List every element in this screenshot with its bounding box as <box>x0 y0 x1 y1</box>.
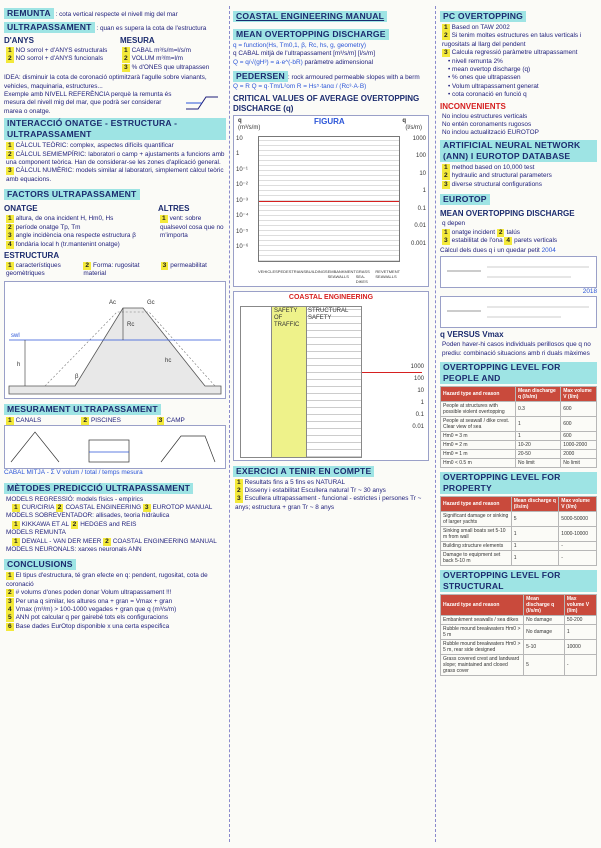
fig2-q-right: q <box>402 117 406 124</box>
fig3-tick: 1000 <box>410 363 424 370</box>
table-cell: Sinking small boats set 5-10 m from wall <box>441 526 512 541</box>
fig2-left-tick: 10⁻⁶ <box>236 244 249 251</box>
estructura-item: Forma: rugositat material <box>83 261 140 278</box>
metode-sobreventador: MODELS SOBREVENTADOR: allisades, teoria hidràulica <box>6 512 170 520</box>
mesurament-item: CANALS <box>15 416 42 424</box>
calc-item: CÀLCUL SEMIEMPÍRIC: laboratori o camp + ajustaments a funcions amb una component teòrica. Han de considerar-se les zones d'aplicació general. <box>6 150 225 167</box>
table-row <box>441 401 597 416</box>
label-h: h <box>17 361 21 368</box>
conclusion-item: Vmax (m³/m) > 100-1000 vegades + gran que q (m³/s/m) <box>15 606 177 613</box>
estructura-item: permeabilitat <box>170 261 207 269</box>
fig2-q-left: q <box>238 117 242 124</box>
table-cell: People at seawall / dike crest. Clear view of sea <box>441 416 516 431</box>
fig2-right-tick: 100 <box>415 153 426 160</box>
heading-interaccio: INTERACCIÓ ONATGE - ESTRUCTURA - ULTRAPASSAMENT <box>4 118 226 140</box>
metode-subitem: DEWALL - VAN DER MEER <box>21 537 102 545</box>
vmax-heading: q VERSUS Vmax <box>440 330 504 340</box>
ann-item: method based on 10,000 test <box>451 163 535 171</box>
exercici-item: Disseny i estabilitat Escullera natural Tr ~ 30 anys <box>244 487 386 495</box>
table-cell: Grass covered crest and landward slope; maintained and closed grass cover <box>441 654 524 675</box>
formula-1: q = function(Hs, Tm0,1, β, Rc, hs, g, geometry) <box>233 42 367 49</box>
heading-factors: FACTORS ULTRAPASSAMENT <box>4 189 140 200</box>
table-cell: 600 <box>561 431 597 440</box>
table-header-cell: Max volume V (l/m) <box>559 496 597 511</box>
metode-neuronals: MODELS NEURONALS: xarxes neuronals ANN <box>6 545 142 553</box>
fig3-tick: 1 <box>420 399 424 406</box>
table-cell: No damage <box>524 624 565 639</box>
heading-mesurament: MESURAMENT ULTRAPASSAMENT <box>4 404 161 415</box>
remunta-definition: : cota vertical respecte el nivell mig del mar <box>55 11 178 18</box>
table-header-cell: Hazard type and reason <box>441 496 512 511</box>
table-cell: 1 <box>515 416 560 431</box>
onatge-item: altura, de ona incident H, Hm0, Hs <box>15 215 114 223</box>
table-header-cell: Mean discharge q (l/s/m) <box>515 386 560 401</box>
estructura-item: característiques geomètriques <box>6 261 61 278</box>
pc-bullet: • % ones que ultrapassen <box>448 74 521 82</box>
pc-bullet: • Volum ultrapassament generat <box>448 82 539 90</box>
fig3-ticks <box>374 364 424 436</box>
table-cell: 5000-50000 <box>559 511 597 526</box>
heading-table-people: OVERTOPPING LEVEL FOR PEOPLE AND <box>440 362 597 384</box>
fig2-right-tick: 1 <box>422 188 426 195</box>
formula-3-note: paràmetre adimensional <box>304 58 374 66</box>
column-divider <box>229 6 231 842</box>
table-cell: 1000-2000 <box>561 440 597 449</box>
fig2-row-label: PEDESTRIANS <box>277 268 307 274</box>
table-cell: 1 <box>511 526 559 541</box>
metode-subitem: EUROTOP MANUAL <box>152 503 213 511</box>
table-cell: Hm0 = 1 m <box>441 449 516 458</box>
year-2004: 2004 <box>541 247 556 255</box>
fig2-q-right-unit: (l/s/m) <box>405 124 422 131</box>
coastal-engineering-table-figure <box>233 291 429 461</box>
metode-subitem: COASTAL ENGINEERING <box>65 503 142 511</box>
table-cell: No limit <box>515 458 560 467</box>
heading-cem: COASTAL ENGINEERING MANUAL <box>233 11 387 22</box>
inconvenient-item: No inclou estructures verticals <box>442 112 528 120</box>
table-header-cell: Hazard type and reason <box>441 594 524 615</box>
eurotop-mean-heading: MEAN OVERTOPPING DISCHARGE <box>440 209 575 219</box>
idea-example: Exemple amb NIVELL REFERÈNCIA perquè la remunta és mesura del nivell mig del mar, que podrà ser considerar marea o onatge. <box>4 91 172 115</box>
table-people <box>440 386 597 468</box>
pedersen-definition: : rock armoured permeable slopes with a berm <box>287 74 420 82</box>
fig2-row-label: EMBANKMENT SEAWALLS <box>327 268 356 279</box>
critical-values-heading: CRITICAL VALUES OF AVERAGE OVERTOPPING DISCHARGE (q) <box>233 93 420 113</box>
cabal-mitja: CABAL MITJÀ - Σ V volum / total / temps mesura <box>4 469 143 477</box>
table-row <box>441 624 597 639</box>
metode-subitem: CUR/CIRIA <box>21 503 54 511</box>
exercici-item: Resultats fins a 5 fins es NATURAL <box>244 478 346 486</box>
inconvenient-item: No entén coronaments rugosos <box>442 121 532 129</box>
onatge-heading: ONATGE <box>4 204 38 214</box>
table-cell: 1 <box>564 624 596 639</box>
measurement-sketch <box>4 425 226 469</box>
breakwater-cross-section-figure <box>4 281 226 399</box>
eurotop-formula-2018 <box>440 296 597 328</box>
column-middle: COASTAL ENGINEERING MANUAL MEAN OVERTOPPING DISCHARGE q = function(Hs, Tm0,1, β, Rc, hs, g, geometry) q CABAL mitjà de l'ultrapassament [m³/s/m] [l/s/m] Q = q/√(gH³) = a·e^(-bR) paràmetre adimensional PEDERSEN : rock armoured permeable slopes with a berm Q = R Q = q·Tm/L²om R = Hs⁵·tanα / (Rc³·A·B) CRITICAL VALUES OF AVERAGE OVERTOPPING DISCHARGE (q) q (m³/s/m) FIGURA q (l/s/m) 10 1 10⁻¹ 10⁻² 10⁻³ 10⁻⁴ 10⁻⁵ 10⁻⁶ 1000 100 10 1 0.1 0.01 0.001 VEHICLES PEDESTRIANS BUILDINGS EMBANKMENT SEAWALLS GRASS SEA-DIKES REVETMENT SEAWALLS COASTAL ENGINEERING SAFETY OF TRAFFIC STRUCTURAL SAFETY 1000 100 10 1 0.1 0.01 EXERCICI A TENIR EN COMPTE 1 Resultats fins a 5 fins es NATURAL 2 Disseny i estabilitat Escullera natural Tr ~ 30 anys 3 Escullera ultrapassament - funcional - estrictes i persones Tr ~ anys; estructura + gran Tr ~ 8 anys <box>233 6 429 844</box>
fig2-left-tick: 10⁻⁴ <box>236 213 249 220</box>
fig2-q-left-unit: (m³/s/m) <box>238 124 261 131</box>
ann-item: hydraulic and structural parameters <box>451 172 552 180</box>
table-header-cell: Mean discharge q (l/s/m) <box>524 594 565 615</box>
table-cell: Hm0 = 3 m <box>441 431 516 440</box>
table-cell: 5-10 <box>524 639 565 654</box>
pedersen-formula: Q = R Q = q·Tm/L²om R = Hs⁵·tanα / (Rc³·A·B) <box>233 83 367 91</box>
eurotop-formula-2004 <box>440 256 597 288</box>
ultrapassament-definition: : quan es supera la cota de l'estructura <box>96 25 207 32</box>
ann-item: diverse structural configurations <box>451 180 542 188</box>
label-swl: swl <box>11 332 20 339</box>
table-cell: No limit <box>561 458 597 467</box>
column-divider <box>435 6 437 842</box>
fig2-left-tick: 10⁻³ <box>236 197 248 204</box>
conclusion-item: # volums d'ones poden donar Volum ultrapassament !!! <box>15 589 172 597</box>
onatge-item: període onatge Tp, Tm <box>15 223 81 231</box>
fig2-row-label: REVETMENT SEAWALLS <box>375 268 400 279</box>
fig2-row-label: VEHICLES <box>258 268 278 274</box>
table-cell: 1 <box>511 550 559 565</box>
table-row <box>441 615 597 624</box>
heading-exercici: EXERCICI A TENIR EN COMPTE <box>233 466 374 477</box>
fig3-tick: 0.1 <box>415 411 424 418</box>
fig2-right-tick: 1000 <box>412 135 426 142</box>
fig3-col-head: SAFETY OF TRAFFIC <box>274 307 300 328</box>
heading-ann: ARTIFICIAL NEURAL NETWORK (ANN) I EUROTOP DATABASE <box>440 140 597 162</box>
seawall-sketch <box>184 91 220 113</box>
table-property <box>440 496 597 566</box>
inconvenients-heading: INCONVENIENTS <box>440 101 506 111</box>
table-cell: 0.3 <box>515 401 560 416</box>
eurotop-calc: Càlcul dels dues q i un quedar petit <box>440 247 540 255</box>
table-cell: Damage to equipment set back 5-10 m <box>441 550 512 565</box>
table-cell: Rubble mound breakwaters Hm0 > 5 m, rear side designed <box>441 639 524 654</box>
mesura-item: CABAL m³/s/m=l/s/m <box>131 47 191 54</box>
pc-item: Calcula regressió paràmetre ultrapassament <box>451 49 578 57</box>
formula-3: Q = q/√(gH³) = a·e^(-bR) <box>233 58 303 66</box>
table-cell: - <box>559 550 597 565</box>
label-rc: Rc <box>127 321 135 328</box>
pc-bullet: • cota coronació en funció q <box>448 91 527 99</box>
mesura-item: % d'ONES que ultrapassen <box>131 63 210 71</box>
heading-ultrapassament: ULTRAPASSAMENT <box>4 22 95 33</box>
pc-bullet: • nivell remunta 2% <box>448 57 503 65</box>
table-cell: 1000-10000 <box>559 526 597 541</box>
estructura-heading: ESTRUCTURA <box>4 250 60 260</box>
table-cell: Embankment seawalls / sea dikes <box>441 615 524 624</box>
danys-item: NO sorrol + d'ANYS estructurals <box>15 47 108 54</box>
altres-heading: ALTRES <box>158 204 190 214</box>
table-cell: 600 <box>561 401 597 416</box>
fig3-tick: 0.01 <box>412 423 424 430</box>
onatge-item: fondària local h (tr.mantenint onatge) <box>15 240 120 248</box>
metode-subitem: HEDGES and REIS <box>80 520 137 528</box>
label-gc: Gc <box>147 299 155 306</box>
heading-pedersen: PEDERSEN <box>233 71 288 82</box>
mesura-heading: MESURA <box>120 36 155 45</box>
table-row <box>441 431 597 440</box>
pc-item: Si tenim moltes estructures en talus verticals i rugositats al llarg del pendent <box>442 32 582 48</box>
heading-metodes: MÈTODES PREDICCIÓ ULTRAPASSAMENT <box>4 483 193 494</box>
table-row <box>441 654 597 675</box>
label-ac: Ac <box>109 299 117 306</box>
mesurament-item: PISCINES <box>91 416 121 424</box>
fig3-title: COASTAL ENGINEERING <box>288 293 374 301</box>
fig2-plot-area <box>258 136 400 262</box>
conclusion-item: Base dades EurOtop disponible x una certa especifica <box>15 622 170 630</box>
fig2-left-tick: 10 <box>236 135 243 142</box>
table-cell: Rubble mound breakwaters Hm0 > 5 m <box>441 624 524 639</box>
table-row <box>441 550 597 565</box>
eurotop-item: talús <box>506 228 520 236</box>
fig3-tick: 100 <box>413 375 424 382</box>
column-left: REMUNTA : cota vertical respecte el nivell mig del mar ULTRAPASSAMENT : quan es supera la cota de l'estructura D'ANYS 1 NO sorrol + d'ANYS estructurals 2 NO sorrol + d'ANYS funcionals MESURA 1 CABAL m³/s/m=l/s/m 2 VOLUM m³/m=l/m 3 % d'ONES que ultrapassen IDEA: disminuir la cota de coronació optimitzarà l'agulle sobre vianants, vehicles, maquinaria, estructures... Exemple amb NIVELL REFERÈNCIA perquè la remunta és mesura del nivell mig del mar, que podrà ser considerar marea o onatge. INTERACCIÓ ONATGE - ESTRUCTURA - ULTRAPASSAMENT 1 CÀLCUL TEÒRIC: complex, aspectes difícils quantificar 2 CÀLCUL SEMIEMPÍRIC: laboratori o camp + ajustaments a funcions amb una component teòrica. Han de considerar-se les zones d'aplicació general. 3 CÀLCUL NUMÈRIC: models similar al laboratori, simplement càlcul teòric amb equacions. FACTORS ULTRAPASSAMENT ONATGE 1 altura, de ona incident H, Hm0, Hs 2 període onatge Tp, Tm 3 angle incidència ona respecte estructura β 4 fondària local h (tr.mantenint onatge) ALTRES 1 vent: sobre qualsevol cosa que no m'importa ESTRUCTURA 1 característiques geomètriques 2 Forma: rugositat material 3 permeabilitat Rc Ac Gc hc h β swl MESURAMENT ULTRAPASSAMENT 1 CANALS 2 PISCINES 3 CAMP CABAL MITJÀ - Σ V volum / total / temps mesura MÈTODES PREDICCIÓ ULTRAPASSAMENT MODELS REGRESSIÓ: models físics - empírics 1 CUR/CIRIA 2 COASTAL ENGINEERING 3 EUROTOP MANUAL MODELS SOBREVENTADOR: allisades, teoria hidràulica 1 KIKKAWA ET AL 2 HEDGES and REIS MODELS REMUNTA 1 DEWALL - VAN DER MEER 2 COASTAL ENGINEERING MANUAL MODELS NEURONALS: xarxes neuronals ANN CONCLUSIONS 1 El tipus d'estructura, té gran efecte en q: pendent, rugositat, cota de coronació 2 # volums d'ones poden donar Volum ultrapassament !!! 3 Per una q similar, les altures ona + gran = Vmax + gran 4 Vmax (m³/m) > 100-1000 vegades + gran que q (m³/s/m) 5 ANN pot calcular q per gairebé tots els configuracions 6 Base dades EurOtop disponible x una certa especifica <box>4 8 225 630</box>
table-cell: Significant damage or sinking of larger yachts <box>441 511 512 526</box>
formula-2: q CABAL mitjà de l'ultrapassament [m³/s/m] [l/s/m] <box>233 50 375 58</box>
inconvenient-item: No inclou actualització EUROTOP <box>442 129 539 137</box>
table-cell: 600 <box>561 416 597 431</box>
heading-eurotop: EUROTOP <box>440 194 490 205</box>
table-cell: Hm0 = 2 m <box>441 440 516 449</box>
table-row <box>441 440 597 449</box>
table-cell: People at structures with possible violent overtopping <box>441 401 516 416</box>
table-cell: 1 <box>511 541 559 550</box>
fig2-row-label: BUILDINGS <box>306 268 328 274</box>
fig2-row-label: GRASS SEA-DIKES <box>355 268 370 284</box>
heading-mean-overtopping: MEAN OVERTOPPING DISCHARGE <box>233 29 389 40</box>
label-hc: hc <box>165 357 172 364</box>
fig2-right-tick: 0.01 <box>414 223 426 230</box>
table-cell: No damage <box>524 615 565 624</box>
table-header-cell: Hazard type and reason <box>441 386 516 401</box>
metode-subitem: KIKKAWA ET AL <box>21 520 69 528</box>
table-cell: Building structure elements <box>441 541 512 550</box>
table-row <box>441 541 597 550</box>
table-cell: Hm0 < 0.5 m <box>441 458 516 467</box>
table-cell: 50-200 <box>564 615 596 624</box>
fig2-left-tick: 1 <box>236 151 240 158</box>
heading-table-property: OVERTOPPING LEVEL FOR PROPERTY <box>440 472 597 494</box>
table-row <box>441 458 597 467</box>
table-cell: 2000 <box>561 449 597 458</box>
table-cell: 10000 <box>564 639 596 654</box>
table-header-cell: Max volume V (l/m) <box>564 594 596 615</box>
fig2-left-axis <box>236 136 256 260</box>
critical-values-figure <box>233 115 429 287</box>
breakwater-diagram <box>5 282 225 396</box>
pc-item: Based on TAW 2002 <box>451 24 510 31</box>
mesura-item: VOLUM m³/m=l/m <box>131 55 183 63</box>
pc-bullet-list <box>446 58 597 100</box>
eurotop-item: onatge incident <box>451 228 496 236</box>
table-header-cell: Max volume V (l/m) <box>561 386 597 401</box>
fig3-col-head: STRUCTURAL SAFETY <box>308 307 349 321</box>
fig2-right-tick: 0.001 <box>410 240 426 247</box>
table-cell: - <box>559 541 597 550</box>
fig2-left-tick: 10⁻² <box>236 182 248 189</box>
heading-pc-overtopping: PC OVERTOPPING <box>440 11 526 22</box>
eurotop-q: q depen <box>442 220 466 228</box>
heading-table-structural: OVERTOPPING LEVEL FOR STRUCTURAL <box>440 570 597 592</box>
table-row <box>441 416 597 431</box>
column-right: PC OVERTOPPING 1 Based on TAW 2002 2 Si tenim moltes estructures en talus verticals i rugositats al llarg del pendent 3 Calcula regressió paràmetre ultrapassament • nivell remunta 2% • mean overtop discharge (q) • % ones que ultrapassen • Volum ultrapassament generat • cota coronació en funció q INCONVENIENTS No inclou estructures verticals No entén coronaments rugosos No inclou actualització EUROTOP ARTIFICIAL NEURAL NETWORK (ANN) I EUROTOP DATABASE 1 method based on 10,000 test 2 hydraulic and structural parameters 3 diverse structural configurations EUROTOP MEAN OVERTOPPING DISCHARGE q depen 1 onatge incident 2 talús 3 estabilitat de l'ona 4 parets verticals Càlcul dels dues q i un quedar petit 2004 2018 q VERSUS Vmax Poden haver-hi casos individuals perillosos que q no prediu: combinació situacions amb ri duals màximes OVERTOPPING LEVEL FOR PEOPLE AND Hazard type and reason Mean discharge q (l/s/m) Max volume V (l/m) People at structures with possible violent overtopping 0.3 600 People at seawall / dike crest. Clear view of sea 1 600 Hm0 = 3 m 1 600 Hm0 = 2 m 10-20 1000-2000 Hm0 = 1 m 20-50 2000 Hm0 < 0.5 m No limit No limit OVERTOPPING LEVEL FOR PROPERTY Hazard type and reason Mean discharge q (l/s/m) Max volume V (l/m) Significant damage or sinking of larger yachts 5 5000-50000 Sinking small boats set 5-10 m from wall 1 1000-10000 Building structure elements 1 - Damage to equipment set back 5-10 m 1 - OVERTOPPING LEVEL FOR STRUCTURAL Hazard type and reason Mean discharge q (l/s/m) Max volume V (l/m) Embankment seawalls / sea dikes No damage 50-200 Rubble mound breakwaters Hm0 > 5 m No damage 1 Rubble mound breakwaters Hm0 > 5 m, rear side designed 5-10 10000 Grass covered crest and landward slope; maintained and closed grass cover 5 - <box>440 11 597 674</box>
table-cell: 1 <box>515 431 560 440</box>
fig3-tick: 10 <box>417 387 424 394</box>
conclusion-item: El tipus d'estructura, té gran efecte en q: pendent, rugositat, cota de coronació <box>6 572 208 588</box>
table-cell: 5 <box>511 511 559 526</box>
table-row <box>441 511 597 526</box>
fig2-title: FIGURA <box>314 116 345 126</box>
fig2-row-labels <box>258 269 400 284</box>
table-row <box>441 449 597 458</box>
table-cell: 10-20 <box>515 440 560 449</box>
heading-remunta: REMUNTA <box>4 8 54 19</box>
altres-item: vent: sobre qualsevol cosa que no m'importa <box>160 215 224 240</box>
fig2-critical-line <box>259 201 399 202</box>
fig2-right-tick: 0.1 <box>417 205 426 212</box>
danys-item: NO sorrol + d'ANYS funcionals <box>15 55 104 63</box>
table-cell: - <box>564 654 596 675</box>
metode-regressio: MODELS REGRESSIÓ: models físics - empírics <box>6 495 144 503</box>
label-beta: β <box>75 373 79 380</box>
table-header-cell: Mean discharge q (l/s/m) <box>511 496 559 511</box>
eurotop-item: parets verticals <box>514 236 558 244</box>
mesurament-item: CAMP <box>166 416 185 424</box>
onatge-item: angle incidència ona respecte estructura β <box>15 232 136 240</box>
conclusion-item: ANN pot calcular q per gairebé tots els configuracions <box>15 614 169 622</box>
metode-subitem: COASTAL ENGINEERING MANUAL <box>112 537 217 545</box>
fig2-left-tick: 10⁻¹ <box>236 166 248 173</box>
conclusion-item: Per una q similar, les altures ona + gran = Vmax + gran <box>15 597 173 605</box>
idea-text: IDEA: disminuir la cota de coronació optimitzarà l'agulle sobre vianants, vehicles, maquinaria, estructures... <box>4 74 207 90</box>
year-2018: 2018 <box>582 287 597 295</box>
fig2-right-axis <box>402 136 426 259</box>
table-cell: 5 <box>524 654 565 675</box>
pc-bullet: • mean overtop discharge (q) <box>448 66 531 74</box>
vmax-text: Poden haver-hi casos individuals perillosos que q no prediu: combinació situacions amb ri duals màximes <box>442 341 591 357</box>
table-row <box>441 526 597 541</box>
calc-item: CÀLCUL NUMÈRIC: models similar al laboratori, simplement càlcul teòric amb equacions. <box>6 167 224 183</box>
eurotop-item: estabilitat de l'ona <box>451 236 503 244</box>
heading-conclusions: CONCLUSIONS <box>4 559 76 570</box>
calc-item: CÀLCUL TEÒRIC: complex, aspectes difícils quantificar <box>15 142 174 150</box>
table-cell: 20-50 <box>515 449 560 458</box>
fig2-right-tick: 10 <box>419 170 426 177</box>
metode-remunta: MODELS REMUNTA <box>6 529 66 537</box>
exercici-item: Escullera ultrapassament - funcional - estrictes i persones Tr ~ anys; estructura + gran Tr ~ 8 anys <box>235 495 422 511</box>
table-row <box>441 639 597 654</box>
danys-heading: D'ANYS <box>4 36 34 45</box>
table-structural <box>440 594 597 676</box>
fig2-left-tick: 10⁻⁵ <box>236 228 249 235</box>
